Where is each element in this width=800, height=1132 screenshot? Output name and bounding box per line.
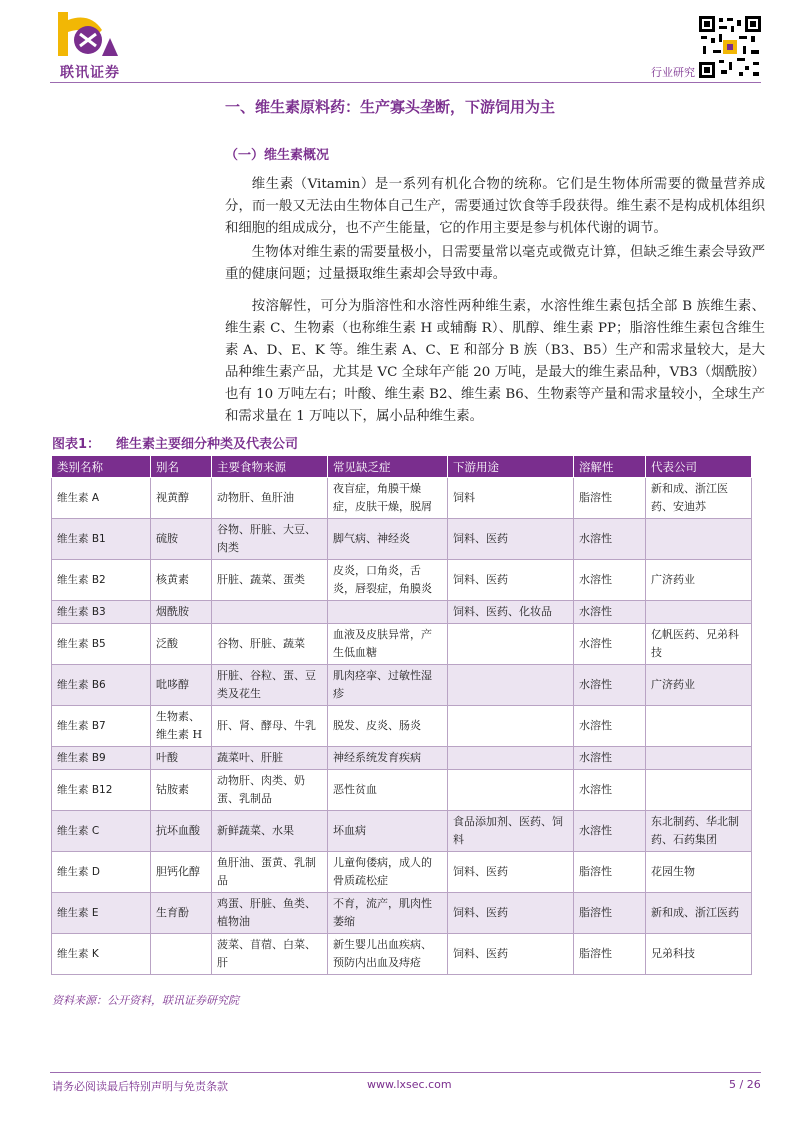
column-header: 下游用途 <box>448 456 574 478</box>
table-cell: 肌肉痉挛、过敏性湿疹 <box>328 665 448 706</box>
table-cell: 饲料、医药、化妆品 <box>448 601 574 624</box>
table-cell: 维生素 D <box>52 852 151 893</box>
table-cell <box>646 601 752 624</box>
table-cell <box>212 601 328 624</box>
table-cell: 生物素、维生素 H <box>151 706 212 747</box>
table-cell: 水溶性 <box>574 770 646 811</box>
table-cell: 维生素 B6 <box>52 665 151 706</box>
table-cell: 脚气病、神经炎 <box>328 519 448 560</box>
table-cell: 胆钙化醇 <box>151 852 212 893</box>
header-divider <box>50 82 761 83</box>
table-cell: 水溶性 <box>574 519 646 560</box>
table-cell: 水溶性 <box>574 706 646 747</box>
table-cell: 烟酰胺 <box>151 601 212 624</box>
table-cell: 食品添加剂、医药、饲料 <box>448 811 574 852</box>
table-cell <box>448 706 574 747</box>
table-cell: 水溶性 <box>574 665 646 706</box>
table-cell: 维生素 K <box>52 934 151 975</box>
section-heading: 一、维生素原料药：生产寡头垄断，下游饲用为主 <box>225 98 556 116</box>
table-cell: 抗坏血酸 <box>151 811 212 852</box>
table-cell <box>448 770 574 811</box>
table-cell: 新鲜蔬菜、水果 <box>212 811 328 852</box>
table-row <box>52 665 752 706</box>
table-cell: 新和成、浙江医药 <box>646 893 752 934</box>
table-cell: 硫胺 <box>151 519 212 560</box>
table-cell: 叶酸 <box>151 747 212 770</box>
table-cell: 皮炎，口角炎，舌炎，唇裂症，角膜炎 <box>328 560 448 601</box>
table-cell: 饲料、医药 <box>448 934 574 975</box>
table-cell: 维生素 B9 <box>52 747 151 770</box>
table-cell: 不育，流产，肌肉性萎缩 <box>328 893 448 934</box>
table-cell <box>448 665 574 706</box>
table-cell <box>646 706 752 747</box>
table-cell: 脂溶性 <box>574 893 646 934</box>
table-cell: 维生素 B12 <box>52 770 151 811</box>
table-cell: 夜盲症，角膜干燥症，皮肤干燥，脱屑 <box>328 478 448 519</box>
table-cell: 谷物、肝脏、大豆、肉类 <box>212 519 328 560</box>
table-row <box>52 934 752 975</box>
column-header: 溶解性 <box>574 456 646 478</box>
figure-number: 图表1： <box>52 437 101 452</box>
column-header: 主要食物来源 <box>212 456 328 478</box>
website-link[interactable]: www.lxsec.com <box>367 1078 452 1091</box>
table-cell: 饲料、医药 <box>448 519 574 560</box>
table-cell: 兄弟科技 <box>646 934 752 975</box>
company-logo <box>50 12 130 80</box>
table-row <box>52 747 752 770</box>
table-cell: 亿帆医药、兄弟科技 <box>646 624 752 665</box>
table-cell: 泛酸 <box>151 624 212 665</box>
table-cell: 东北制药、华北制药、石药集团 <box>646 811 752 852</box>
table-cell: 维生素 C <box>52 811 151 852</box>
table-cell: 神经系统发育疾病 <box>328 747 448 770</box>
disclaimer-link[interactable]: 请务必阅读最后特别声明与免责条款 <box>52 1080 228 1093</box>
figure-title <box>52 433 298 452</box>
page-number: 5 / 26 <box>729 1078 761 1091</box>
table-cell: 脂溶性 <box>574 934 646 975</box>
table-cell: 维生素 B1 <box>52 519 151 560</box>
table-cell: 维生素 B5 <box>52 624 151 665</box>
table-cell: 维生素 B3 <box>52 601 151 624</box>
table-cell: 坏血病 <box>328 811 448 852</box>
table-row <box>52 478 752 519</box>
table-cell: 水溶性 <box>574 811 646 852</box>
table-row <box>52 706 752 747</box>
column-header: 类别名称 <box>52 456 151 478</box>
table-cell: 维生素 B7 <box>52 706 151 747</box>
table-cell: 生育酚 <box>151 893 212 934</box>
table-row <box>52 852 752 893</box>
table-cell: 动物肝、鱼肝油 <box>212 478 328 519</box>
subsection-heading: （一）维生素概况 <box>225 148 330 163</box>
table-cell: 新生婴儿出血疾病、预防内出血及痔疮 <box>328 934 448 975</box>
table-cell: 广济药业 <box>646 665 752 706</box>
table-cell: 吡哆醇 <box>151 665 212 706</box>
table-cell: 菠菜、苜蓿、白菜、肝 <box>212 934 328 975</box>
table-cell <box>151 934 212 975</box>
table-cell <box>328 601 448 624</box>
table-row <box>52 893 752 934</box>
table-cell: 饲料、医药 <box>448 893 574 934</box>
column-header: 常见缺乏症 <box>328 456 448 478</box>
table-cell: 视黄醇 <box>151 478 212 519</box>
source-note: 资料来源：公开资料，联讯证券研究院 <box>52 994 239 1007</box>
logo-text: 联讯证券 <box>60 65 120 81</box>
table-cell <box>646 747 752 770</box>
table-cell: 脂溶性 <box>574 852 646 893</box>
body-paragraph: 生物体对维生素的需要量极小，日需要量常以毫克或微克计算，但缺乏维生素会导致严重的健康问题；过量摄取维生素却会导致中毒。 <box>225 245 765 282</box>
table-cell: 饲料 <box>448 478 574 519</box>
table-cell: 维生素 B2 <box>52 560 151 601</box>
footer-divider <box>50 1072 761 1073</box>
table-cell: 鱼肝油、蛋黄、乳制品 <box>212 852 328 893</box>
table-cell: 饲料、医药 <box>448 560 574 601</box>
qr-code-icon <box>699 16 761 78</box>
table-cell: 水溶性 <box>574 601 646 624</box>
column-header: 别名 <box>151 456 212 478</box>
table-cell: 水溶性 <box>574 747 646 770</box>
table-row <box>52 519 752 560</box>
body-paragraph: 维生素（Vitamin）是一系列有机化合物的统称。它们是生物体所需要的微量营养成分，而一般又无法由生物体自己生产，需要通过饮食等手段获得。维生素不是构成机体组织和细胞的组成成分，也不产生能量，它的作用主要是参与机体代谢的调节。 <box>225 177 765 236</box>
table-row <box>52 560 752 601</box>
table-cell: 肝脏、谷粒、蛋、豆类及花生 <box>212 665 328 706</box>
table-cell: 肝脏、蔬菜、蛋类 <box>212 560 328 601</box>
table-cell: 脂溶性 <box>574 478 646 519</box>
table-cell <box>646 770 752 811</box>
table-cell: 核黄素 <box>151 560 212 601</box>
body-paragraph: 按溶解性，可分为脂溶性和水溶性两种维生素，水溶性维生素包括全部 B 族维生素、维生素 C、生物素（也称维生素 H 或辅酶 R）、肌醇、维生素 PP；脂溶性维生素包含维生素 A、D、E、K 等。维生素 A、C、E 和部分 B 族（B3、B5）生产和需求量较大，是大品种维生素产品，尤其是 VC 全球年产能 20 万吨，是最大的维生素品种，VB3（烟酰胺）也有 10 万吨左右；叶酸、维生素 B2、维生素 B6、生物素等产量和需求量较小，全球生产和需求量在 1 万吨以下，属小品种维生素。 <box>225 299 765 424</box>
table-cell: 钴胺素 <box>151 770 212 811</box>
table-row <box>52 770 752 811</box>
table-cell: 动物肝、肉类、奶蛋、乳制品 <box>212 770 328 811</box>
table-cell: 饲料、医药 <box>448 852 574 893</box>
table-cell: 肝、肾、酵母、牛乳 <box>212 706 328 747</box>
figure-caption: 维生素主要细分种类及代表公司 <box>116 437 299 452</box>
table-cell: 水溶性 <box>574 624 646 665</box>
table-cell: 水溶性 <box>574 560 646 601</box>
table-cell: 脱发、皮炎、肠炎 <box>328 706 448 747</box>
table-cell: 花园生物 <box>646 852 752 893</box>
table-cell <box>448 624 574 665</box>
table-row <box>52 624 752 665</box>
table-cell: 血液及皮肤异常，产生低血糖 <box>328 624 448 665</box>
table-cell <box>646 519 752 560</box>
table-cell: 维生素 A <box>52 478 151 519</box>
table-cell: 恶性贫血 <box>328 770 448 811</box>
table-cell: 广济药业 <box>646 560 752 601</box>
table-cell: 谷物、肝脏、蔬菜 <box>212 624 328 665</box>
table-row <box>52 811 752 852</box>
section-label: 行业研究 <box>651 66 695 79</box>
table-cell: 维生素 E <box>52 893 151 934</box>
table-header-row <box>52 456 752 478</box>
column-header: 代表公司 <box>646 456 752 478</box>
table-cell <box>448 747 574 770</box>
table-cell: 鸡蛋、肝脏、鱼类、植物油 <box>212 893 328 934</box>
table-cell: 蔬菜叶、肝脏 <box>212 747 328 770</box>
table-cell: 新和成、浙江医药、安迪苏 <box>646 478 752 519</box>
vitamin-table <box>51 455 752 975</box>
table-cell: 儿童佝偻病，成人的骨质疏松症 <box>328 852 448 893</box>
table-row <box>52 601 752 624</box>
logo-mark-icon <box>50 12 130 62</box>
